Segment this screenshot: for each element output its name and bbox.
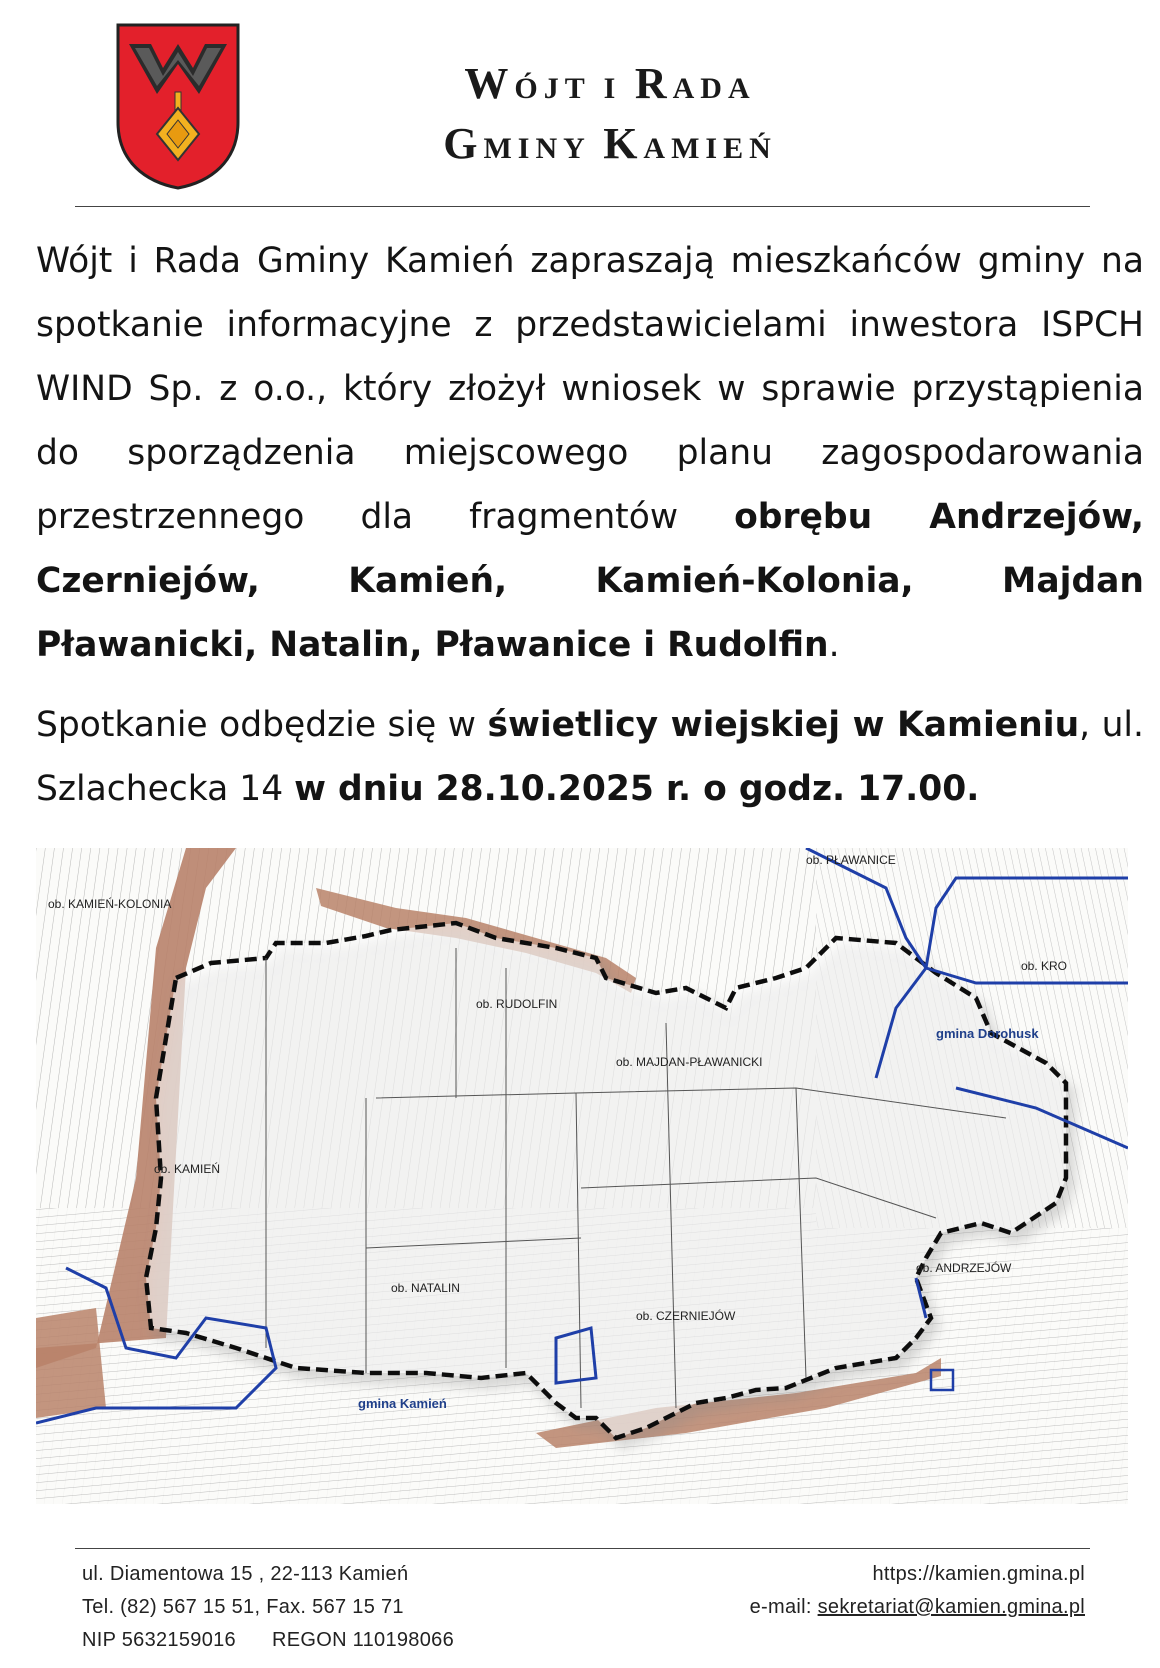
- title-word-rest: [590, 132, 604, 165]
- footer-email-row: [750, 1596, 1085, 1619]
- title-word-cap: K: [603, 119, 644, 168]
- footer-nip: NIP 5632159016: [82, 1629, 236, 1651]
- footer-website[interactable]: https://kamien.gmina.pl: [872, 1563, 1085, 1585]
- meeting-text: Spotkanie odbędzie się w: [36, 705, 488, 745]
- header-title-line1: [330, 58, 890, 109]
- label-czerniejow: ob. CZERNIEJÓW: [636, 1309, 736, 1323]
- cadastral-map: [36, 848, 1128, 1504]
- label-andrzejow: ob. ANDRZEJÓW: [916, 1261, 1012, 1275]
- label-kamien-kolonia: ob. KAMIEŃ-KOLONIA: [48, 897, 172, 911]
- footer-email-link[interactable]: sekretariat@kamien.gmina.pl: [817, 1596, 1085, 1618]
- footer-address: ul. Diamentowa 15 , 22-113 Kamień: [82, 1563, 409, 1585]
- announcement-paragraph-1: [36, 229, 1144, 677]
- label-kamien: ob. KAMIEŃ: [154, 1162, 221, 1176]
- footer-divider: [75, 1548, 1090, 1549]
- title-word-cap: R: [634, 59, 673, 108]
- label-rudolfin: ob. RUDOLFIN: [476, 997, 558, 1011]
- footer-regon: REGON 110198066: [271, 1629, 454, 1651]
- announcement-paragraph-2: [36, 693, 1144, 821]
- map-svg: [36, 848, 1128, 1504]
- title-word-rest: MINY: [483, 132, 590, 165]
- meeting-address: , ul. Szlachecka 14: [36, 705, 1144, 809]
- label-plawanice: ob. PŁAWANICE: [806, 853, 896, 867]
- announcement-end: .: [828, 625, 840, 665]
- announcement-text: Wójt i Rada Gminy Kamień zapraszają mieszkańców gminy na spotkanie informacyjne z przedstawicielami inwestora ISPCH WIND Sp. z o.o., który złożył wniosek w sprawie przystąpienia do sporządzenia miejscowego planu zagospodarowania przestrzennego dla fragmentów: [36, 241, 1144, 537]
- footer-ids: [82, 1629, 454, 1652]
- title-word-rest: I: [590, 72, 635, 105]
- title-word-cap: G: [443, 119, 484, 168]
- footer-email-label: e-mail:: [749, 1596, 818, 1618]
- title-word-rest: ÓJT: [514, 72, 591, 105]
- label-natalin: ob. NATALIN: [391, 1281, 460, 1295]
- title-word-rest: ADA: [672, 72, 756, 105]
- meeting-venue: świetlicy wiejskiej w Kamieniu: [487, 705, 1080, 745]
- label-gmina-kamien: gmina Kamień: [358, 1396, 447, 1411]
- meeting-date: w dniu 28.10.2025 r. o godz. 17.00.: [294, 769, 980, 809]
- label-majdan: ob. MAJDAN-PŁAWANICKI: [616, 1055, 763, 1069]
- header-title-line2: [330, 118, 890, 169]
- footer-phone: Tel. (82) 567 15 51, Fax. 567 15 71: [82, 1596, 404, 1618]
- coat-of-arms-icon: [115, 22, 241, 190]
- label-gmina-dorohusk: gmina Dorohusk: [936, 1026, 1039, 1041]
- label-kro: ob. KRO: [1021, 959, 1068, 973]
- announcement-areas: obrębu Andrzejów, Czerniejów, Kamień, Kamień-Kolonia, Majdan Pławanicki, Natalin, Pławanice i Rudolfin: [36, 497, 1144, 665]
- header-divider: [75, 206, 1090, 207]
- title-word-cap: W: [464, 59, 515, 108]
- title-word-rest: AMIEŃ: [643, 132, 777, 165]
